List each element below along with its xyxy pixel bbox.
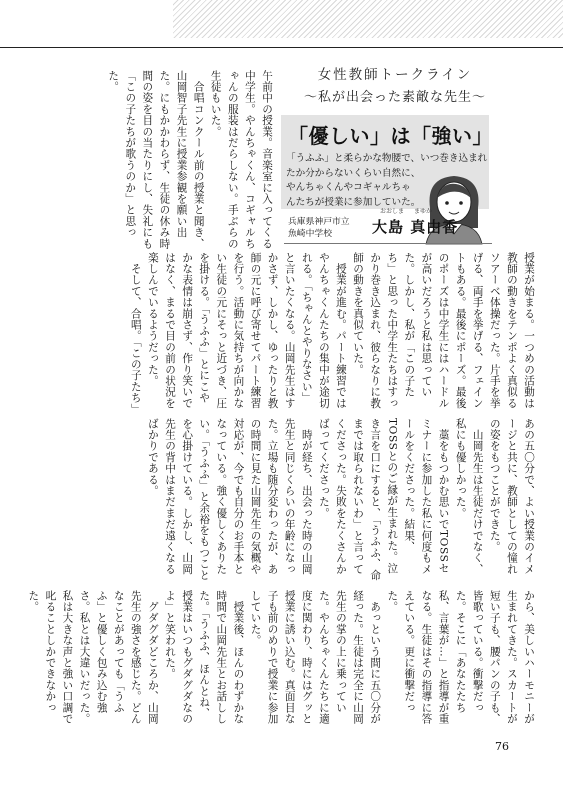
series-subtitle: 〜私が出会った素敵な先生〜	[303, 90, 486, 105]
lead-line: やんちゃくんやコギャルちゃ	[286, 182, 411, 193]
page-number: 76	[495, 740, 509, 753]
affiliation-line: 魚崎中学校	[288, 229, 332, 239]
top-banner	[0, 0, 563, 50]
series-title: 女性教師トークライン	[317, 67, 473, 83]
top-rule	[0, 47, 563, 48]
body-column-middle: から、美しいハーモニーが生まれてきた。スカートが短い子も、腰パンの子も、皆歌っている。衝撃だった。そこに「あなたたち私、言葉が…」と指導が重なる。生徒はその指導に答えている。更に衝撃だった。 あっという間に五〇分が経った。生徒は完全に山岡先生の掌の上に乗っていた。やんちゃくんたちに適度に関わり、時にはグッと授業に誘い込む。真面目な子も前のめりで授業に参加していた。 授業後、ほんのわずかな時間で山岡先生とお話しした。「うふふ、ほんとね、授業はいつもグダグダなのよ」と笑われた。 グダグダどころか、山岡先生の強さを感じた。どんなことがあっても「うふふ」と優しく包み込む強さ。私とは大違いだった。私は大きな声と強い口調で叱ることしかできなかった。	[27, 590, 535, 725]
author-ruby-family: おおしま	[380, 208, 405, 215]
body-column-lower-left: あの五〇分で、よい授業のイメージと共に、教師としての憧れの姿をもつことができた。 山岡先生は生徒だけでなく、私にも優しかった。 藁をもつかむ思いでTOSSセミナーに参加した私に何度もメールをくださった。結果、TOSSとのご縁が生まれた。泣き言を口にすると、「うふふ、命までは取られないわ」と言ってくださった。失敗をたくさんかばってくださった。 時が経ち、出会った時の山岡先生と同じくらいの年齢になった。立場も随分変わったが、あの時間に見た山岡先生の気概や対応が、今でも自分のお手本となっている。強く優しくありたい。「うふふ」と余裕をもつことを心掛けている。しかし、山岡先生の背中はまだまだ遠くなるばかりである。	[146, 418, 535, 581]
author-affiliation	[288, 216, 350, 240]
body-column-right-lower: 授業が始まる。一つめの活動は教師の動きをテンポよく真似るソアーベ体操だった。片手を挙げる、両手を挙げる、フェイントもある。最後にポーズ。最後のポーズは中学生にはハードルが高いだろうと私は思っていた。しかし、私が「この子たち」と思った中学生たちはすっかり巻き込まれ、彼らなりに教師の動きを真似ていた。 授業が進む。パート練習ではやんちゃくんたちの集中が途切れる。「ちゃんとやりなさい」と言いたくなる。山岡先生はすかさず、しかし、ゆったりと教師の元に呼び寄せてパート練習を行う。活動に気持ちが向かない生徒の元にそっと近づき、圧を掛ける。「うふふ」とにこやかな表情は崩さず、作り笑いではなく、まるで目の前の状況を楽しんでいるようだった。 そして、合唱。「この子たち」	[129, 252, 535, 415]
hatch-pattern	[173, 0, 563, 38]
article-headline: 「優しい」は「強い」	[288, 124, 493, 148]
body-column-left-upper: 午前中の授業。音楽室に入ってくる中学生。やんちゃくん、コギャルちゃんの服装はだらしない。手ぶらの生徒もいた。 合唱コンクール前の授業と聞き、山岡智子先生に授業参観を願い出た。にもかかわらず、生徒の休み時間の姿を目の当たりにし、失礼にも「この子たちが歌うのか」と思った。	[107, 70, 273, 250]
lead-line: 「うふふ」と柔らかな物腰で、いつ巻き込まれ	[286, 153, 488, 164]
lead-line: んたちが授業に参加していた。	[286, 196, 421, 208]
author-ruby-given: まゆか	[414, 208, 433, 215]
affiliation-line: 兵庫県神戸市立	[288, 217, 350, 227]
lead-line: たか分からないくらい自然に、	[286, 167, 421, 179]
series-header	[285, 63, 505, 105]
header-divider	[284, 243, 492, 244]
author-name: 大島 真由香	[372, 218, 459, 236]
